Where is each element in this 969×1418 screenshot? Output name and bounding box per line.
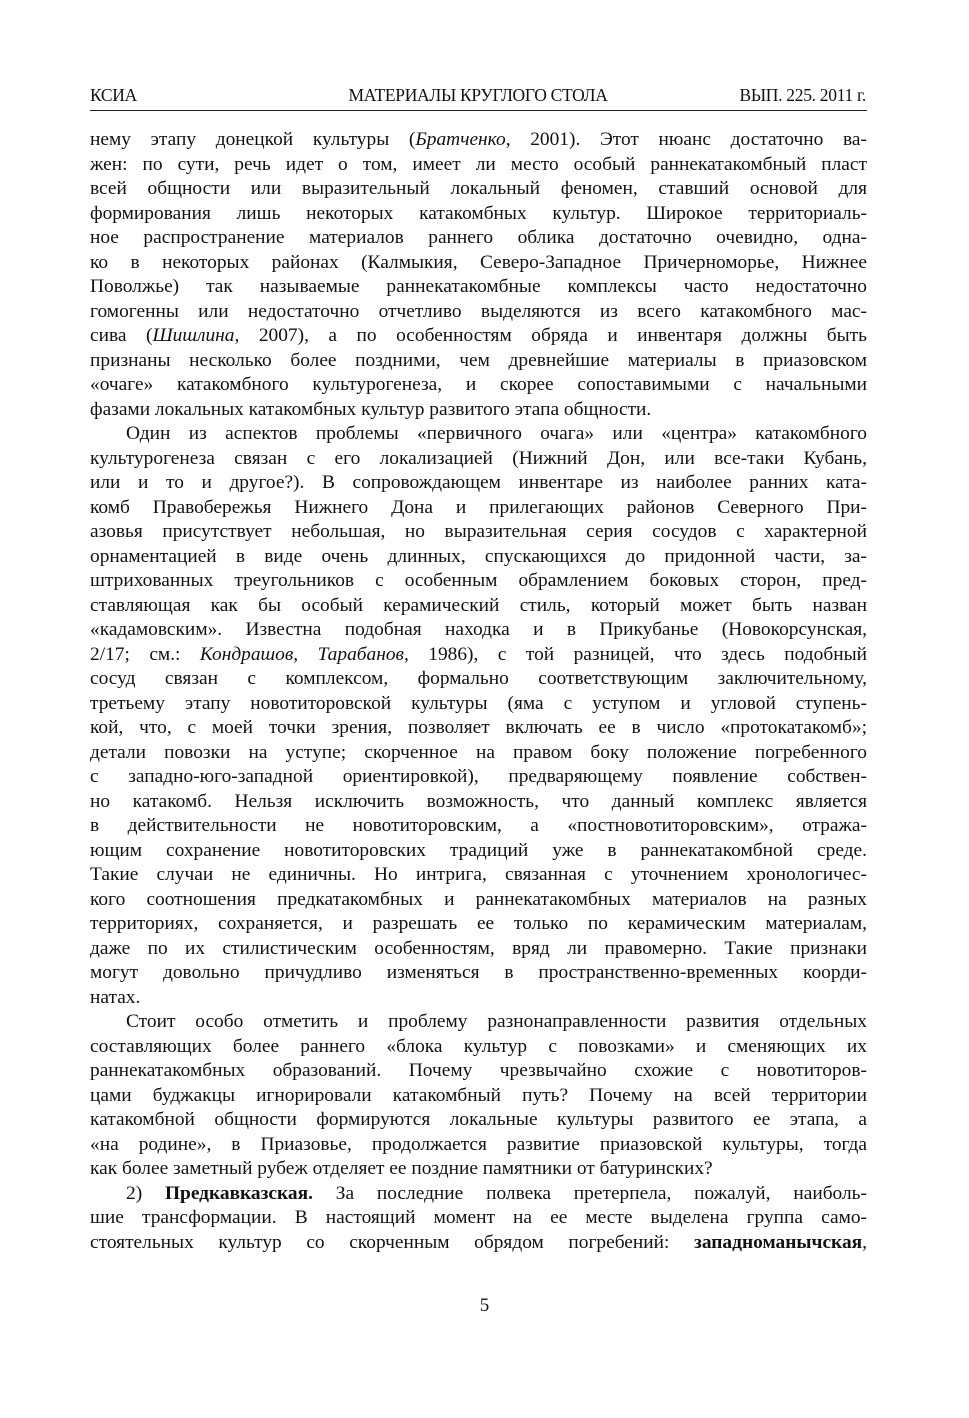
text-line [90,765,867,790]
text-line [90,300,867,325]
text-line [90,226,867,251]
text-line [90,618,867,643]
text-line [90,986,867,1011]
text-run: детали повозки на уступе; скорченное на правом боку положение погребенного [90,741,867,763]
text-run: Такие случаи не единичны. Но интрига, связанная с уточнением хронологичес- [90,864,867,885]
text-run: в действительности не новотиторовским, а «постновотиторовским», отража- [90,815,867,836]
header-divider [90,110,867,111]
text-run: ное распространение материалов раннего облика достаточно очевидно, одна- [90,227,867,248]
text-run: натах. [90,986,141,1008]
page-body [90,128,867,1255]
text-run: стоятельных культур со скорченным обрядом погребений: [90,1231,695,1253]
text-line [90,692,867,717]
citation-author: Шишлина [152,325,235,346]
text-run: фазами локальных катакомбных культур развитого этапа общности. [90,398,652,420]
text-run: , 2001). Этот нюанс достаточно ва- [505,129,867,150]
text-line [90,545,867,570]
paragraph [90,1182,867,1256]
journal-abbreviation: КСИА [90,85,137,105]
text-run: нему этапу донецкой культуры ( [90,129,416,150]
text-run: Один из аспектов проблемы «первичного очага» или «центра» катакомбного [126,423,867,444]
text-run: 2) [126,1182,165,1204]
section-title: МАТЕРИАЛЫ КРУГЛОГО СТОЛА [348,85,608,105]
text-run: ко в некоторых районах (Калмыкия, Северо-Западное Причерноморье, Нижнее [90,251,867,273]
text-run: могут довольно причудливо изменяться в пространственно-временных коорди- [90,962,867,983]
text-run: «кадамовским». Известна подобная находка и в Прикубанье (Новокорсунская, [90,619,867,640]
text-line [90,643,867,668]
text-run: Стоит особо отметить и проблему разнонаправленности развития отдельных [126,1011,867,1032]
text-line [90,177,867,202]
text-line [90,569,867,594]
bold-term: Предкавказская. [164,1182,313,1204]
bold-term: западноманычская [694,1231,863,1253]
text-line [90,814,867,839]
text-line [90,1231,867,1256]
text-run: третьему этапу новотиторовской культуры (яма с уступом и угловой ступень- [90,692,867,714]
text-line [90,839,867,864]
text-run: всей общности или выразительный локальный феномен, ставший основой для [90,178,867,199]
text-run: кой, что, с моей точки зрения, позволяет включать ее в число «протокатакомб»; [90,717,867,738]
text-run: катакомбной общности формируются локальные культуры развитого ее этапа, а [90,1109,867,1130]
citation-author: Кондрашов, Тарабанов [199,643,404,665]
text-line [90,716,867,741]
text-run: жен: по сути, речь идет о том, имеет ли место особый раннекатакомбный пласт [90,153,867,175]
text-run: ставляющая как бы особый керамический стиль, который может быть назван [90,594,867,616]
text-line [90,275,867,300]
text-run: культурогенеза связан с его локализацией (Нижний Дон, или все-таки Кубань, [90,447,867,469]
text-run: сосуд связан с комплексом, формально соответствующим заключительному, [90,668,867,689]
text-line [90,202,867,227]
text-run: раннекатакомбных образований. Почему чрезвычайно схожие с новотиторов- [90,1060,867,1081]
text-run: азовья присутствует небольшая, но выразительная серия сосудов с характерной [90,521,867,542]
page-number: 5 [479,1295,490,1316]
text-line [90,324,867,349]
text-run: шие трансформации. В настоящий момент на ее месте выделена группа само- [90,1207,867,1228]
text-line [90,1133,867,1158]
text-line [90,422,867,447]
text-run: составляющих более раннего «блока культур с повозками» и сменяющих их [90,1035,867,1057]
text-run: , [862,1231,867,1253]
text-run: кого соотношения предкатакомбных и раннекатакомбных материалов на разных [90,888,867,910]
text-run: штрихованных треугольников с особенным обрамлением боковых сторон, пред- [90,570,867,591]
text-line [90,373,867,398]
text-run: признаны несколько более поздними, чем древнейшие материалы в приазовском [90,349,867,371]
issue-info: ВЫП. 225. 2011 г. [739,85,866,105]
paragraph [90,1010,867,1182]
text-run: «на родине», в Приазовье, продолжается развитие приазовской культуры, тогда [90,1133,867,1155]
text-run: или и то и другое?). В сопровождающем инвентаре из наиболее ранних ката- [90,472,867,493]
text-run: Поволжье) так называемые раннекатакомбные комплексы часто недостаточно [90,276,867,297]
text-run: За последние полвека претерпела, пожалуй, наиболь- [312,1182,867,1204]
text-run: цами буджакцы игнорировали катакомбный путь? Почему на всей территории [90,1084,867,1106]
text-line [90,496,867,521]
text-line [90,1157,867,1182]
text-run: гомогенны или недостаточно отчетливо выделяются из всего катакомбного мас- [90,300,867,322]
text-line [90,447,867,472]
text-line [90,1206,867,1231]
text-run: 2/17; см.: [90,643,200,665]
paragraph [90,422,867,1010]
text-run: сива ( [90,325,153,346]
text-run: «очаге» катакомбного культурогенеза, и скорее сопоставимыми с начальными [90,374,867,395]
text-line [90,912,867,937]
text-line [90,790,867,815]
text-run: орнаментацией в виде очень длинных, спускающихся до придонной части, за- [90,545,867,567]
citation-author: Братченко [415,129,506,150]
text-line [90,520,867,545]
text-line [90,594,867,619]
text-line [90,1059,867,1084]
text-line [90,349,867,374]
text-line [90,888,867,913]
text-run: комб Правобережья Нижнего Дона и прилегающих районов Северного При- [90,496,867,518]
text-run: территориях, сохраняется, и разрешать ее только по керамическим материалам, [90,913,867,934]
text-run: ющим сохранение новотиторовских традиций уже в раннекатакомбной среде. [90,839,867,861]
text-line [90,863,867,888]
text-line [90,961,867,986]
running-header [90,81,866,109]
text-run: даже по их стилистическим особенностям, вряд ли правомерно. Такие признаки [90,937,867,959]
text-line [90,667,867,692]
text-line [90,1108,867,1133]
text-line [90,251,867,276]
text-line [90,1182,867,1207]
text-run: как более заметный рубеж отделяет ее поздние памятники от батуринских? [90,1158,713,1179]
text-run: формирования лишь некоторых катакомбных культур. Широкое территориаль- [90,202,867,224]
text-run: но катакомб. Нельзя исключить возможность, что данный комплекс является [90,790,867,812]
text-line [90,937,867,962]
paragraph [90,128,867,422]
text-line [90,471,867,496]
text-line [90,153,867,178]
text-line [90,1010,867,1035]
text-run: с западно-юго-западной ориентировкой), предваряющему появление собствен- [90,766,867,787]
text-run: , 2007), а по особенностям обряда и инвентаря должны быть [234,325,867,346]
text-line [90,1084,867,1109]
text-line [90,1035,867,1060]
text-line [90,128,867,153]
text-line [90,741,867,766]
text-run: , 1986), с той разницей, что здесь подобный [403,643,867,665]
text-line [90,398,867,423]
